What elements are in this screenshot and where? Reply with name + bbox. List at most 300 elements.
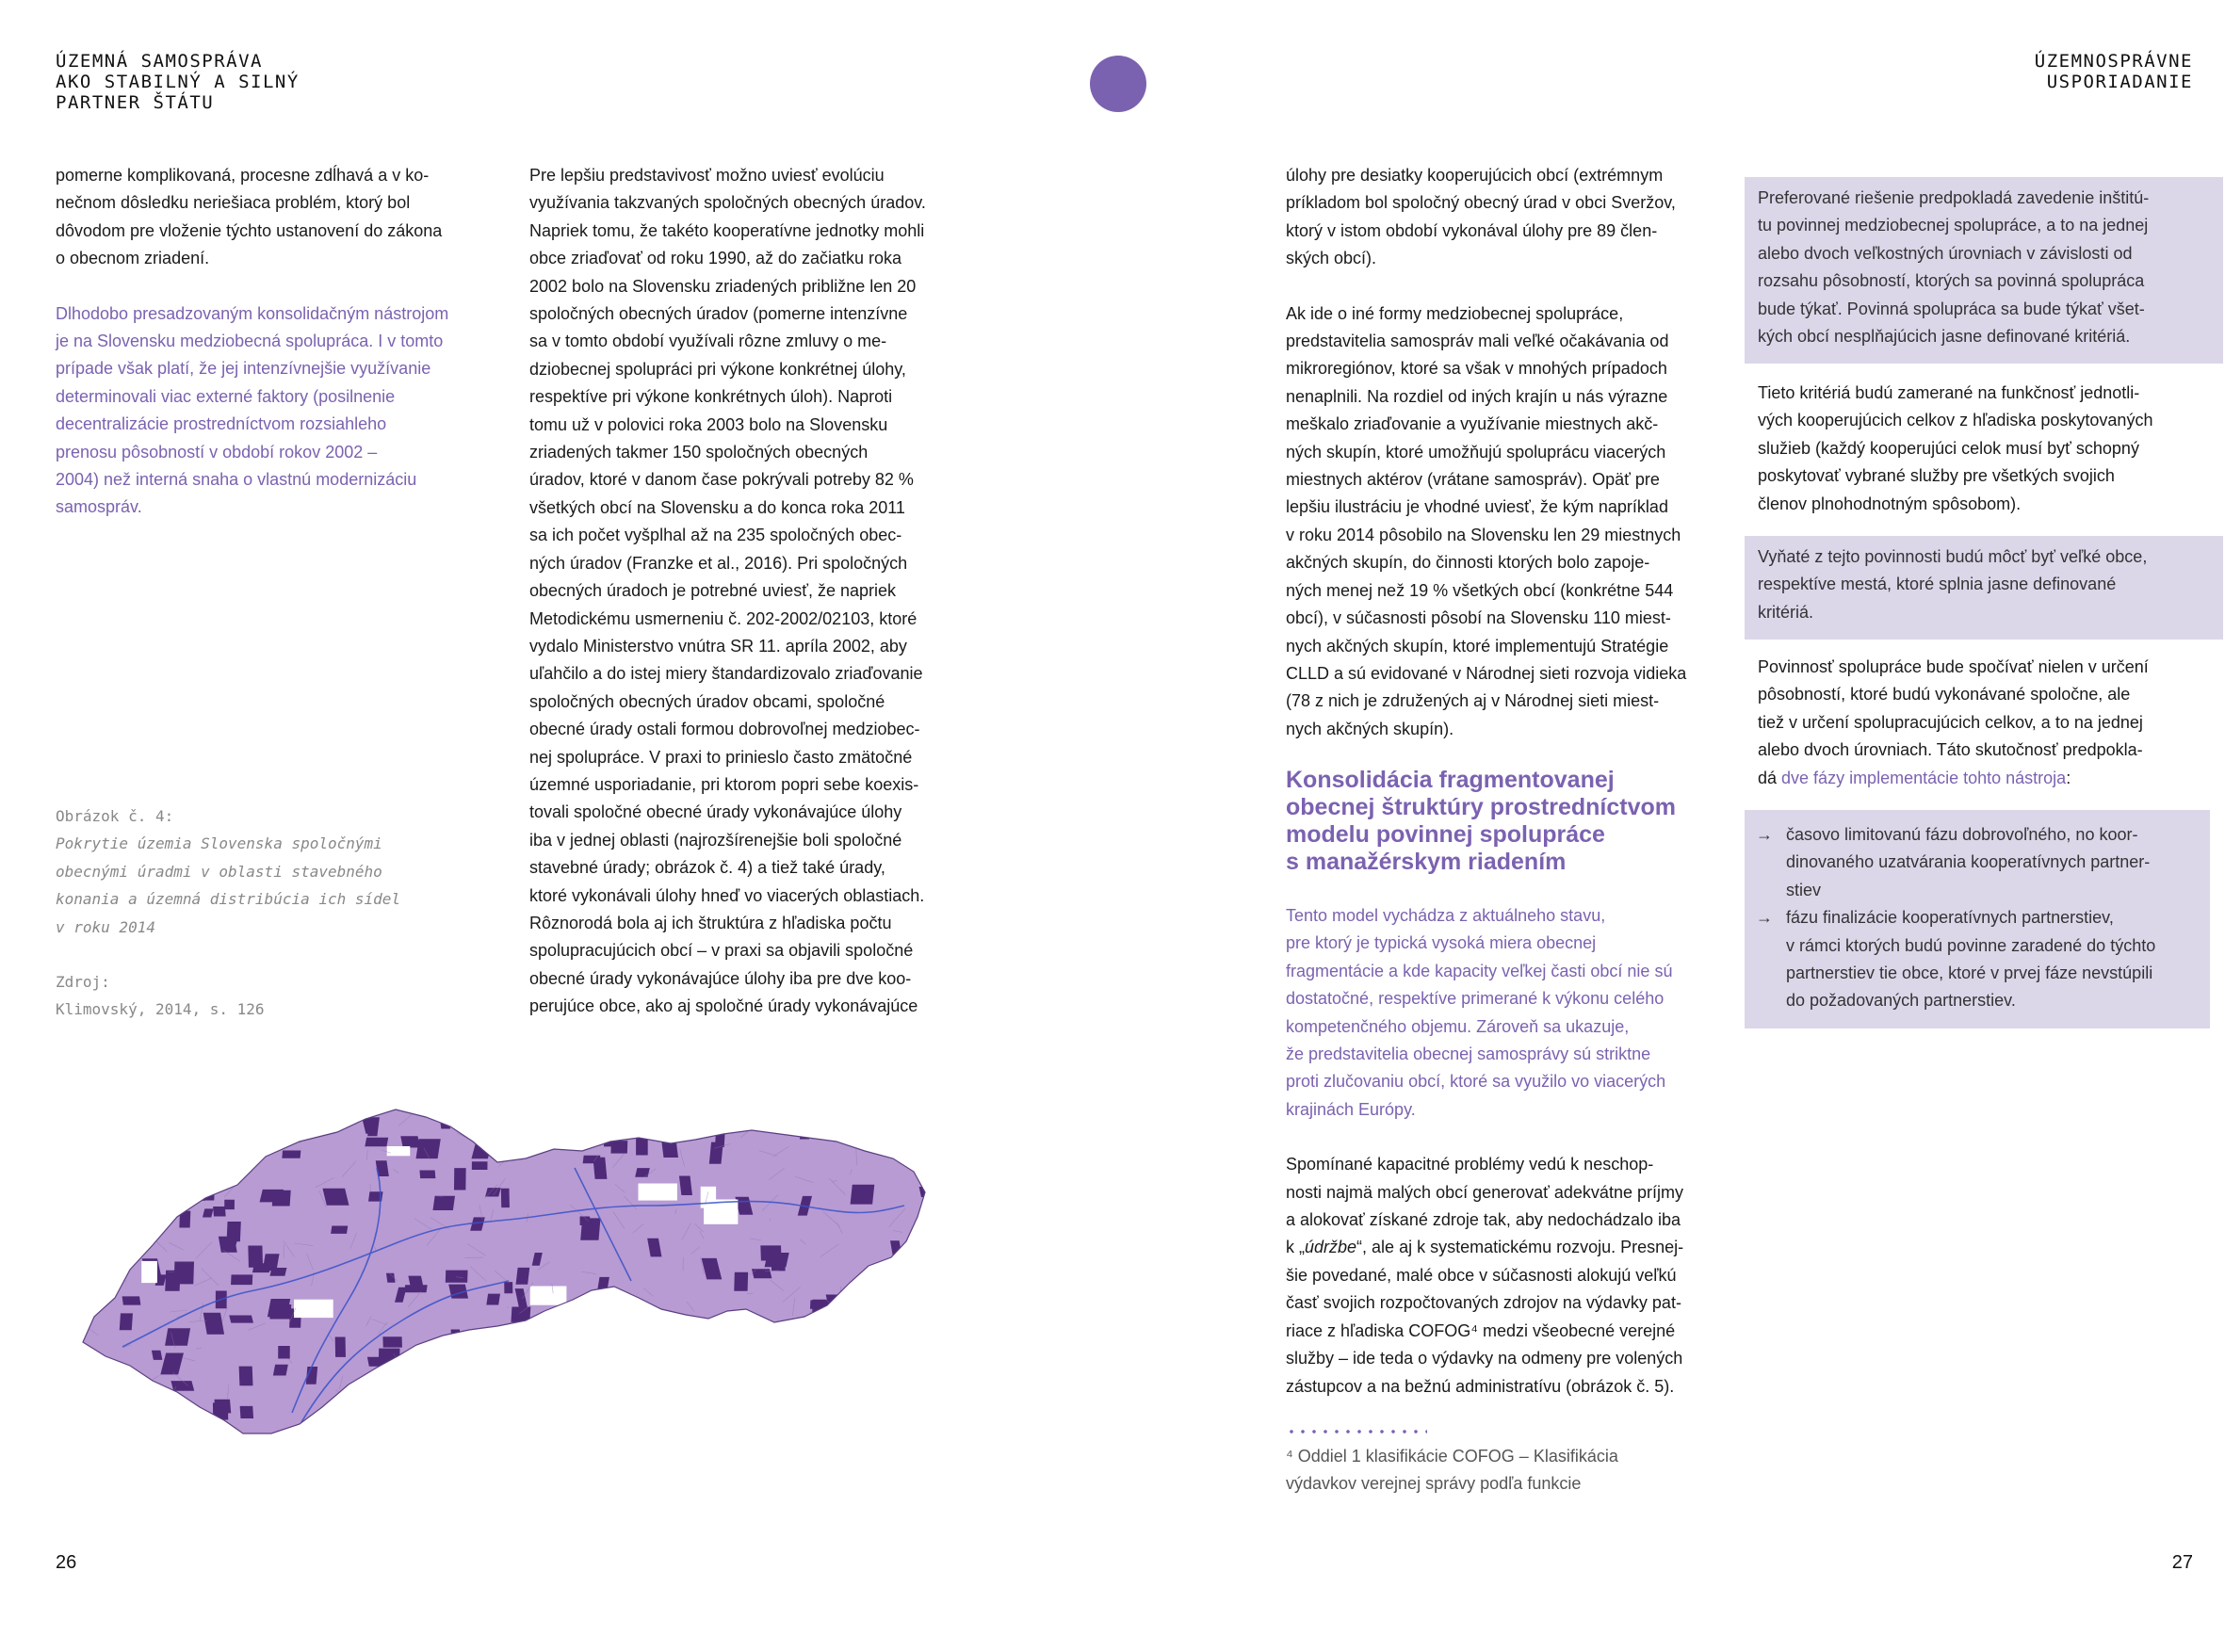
emphasis: údržbe: [1305, 1238, 1357, 1257]
list-item-text: časovo limitovanú fázu dobrovoľného, no koor- dinovaného uzatvárania kooperatívnych partner- stiev: [1786, 825, 2151, 899]
map-dark-patch: [760, 1245, 781, 1260]
map-dark-patch: [635, 1168, 650, 1177]
map-border-line: [784, 1360, 799, 1378]
map-border-line: [739, 1080, 756, 1091]
map-border-line: [298, 1073, 310, 1080]
map-dark-patch: [486, 1294, 500, 1305]
map-dark-patch: [661, 1142, 678, 1158]
map-border-line: [760, 1478, 774, 1483]
map-dark-patch: [719, 1382, 729, 1398]
map-dark-patch: [851, 1185, 875, 1205]
map-border-line: [255, 1064, 257, 1078]
map-dark-patch: [679, 1176, 692, 1196]
map-border-line: [171, 1178, 189, 1184]
map-border-line: [751, 1330, 759, 1345]
map-dark-patch: [617, 1327, 641, 1336]
map-border-line: [332, 1090, 344, 1103]
map-border-line: [99, 1079, 117, 1080]
map-border-line: [270, 1064, 275, 1067]
paragraph: Tieto kritériá budú zamerané na funkčnosť jednotli- vých kooperujúcich celkov z hľadiska poskytovaných služieb (každý kooperujúci celok musí byť schopný poskytovať vybrané služby pre všetkých svojich členov plnohodnotným spôsobom).: [1758, 383, 2153, 513]
column-2: [529, 162, 963, 1021]
map-dark-patch: [231, 1274, 252, 1285]
paragraph: [1758, 654, 2210, 792]
map-dark-patch: [97, 1363, 121, 1374]
map-border-line: [605, 1454, 622, 1462]
map-border-line: [499, 1117, 505, 1126]
map-border-line: [166, 1445, 171, 1450]
map-border-line: [431, 1094, 439, 1097]
map-dark-patch: [108, 1184, 131, 1191]
map-blank-patch: [294, 1300, 333, 1318]
map-border-line: [716, 1461, 717, 1477]
map-dark-patch: [268, 1299, 290, 1317]
map-dark-patch: [454, 1168, 466, 1190]
map-border-line: [694, 1442, 695, 1457]
page-number-right: 27: [2171, 1552, 2193, 1573]
paragraph: úlohy pre desiatky kooperujúcich obcí (extrémnym príkladom bol spoločný obecný úrad v obci Sveržov, ktorý v istom období vykonával úlohy pre 89 člen- ských obcí).: [1286, 166, 1676, 268]
map-border-line: [889, 1387, 893, 1389]
map-border-line: [885, 1312, 902, 1331]
paragraph: Ak ide o iné formy medziobecnej spolupráce, predstavitelia samospráv mali veľké očakávania od mikroregiónov, ktoré sa však v mnohých prípadoch nenaplnili. Na rozdiel od iných krajín u nás výrazne meškalo zriaďovanie a využívanie miestnych akč- ných skupín, ktoré umožňujú spoluprácu viacerých miestnych aktérov (vrátane samospráv). Opäť pre lepšiu ilustráciu je vhodné uviesť, že kým napríklad v roku 2014 pôsobilo na Slovensku len 29 miestnych akčných skupín, do činnosti ktorých bolo zapoje- ných menej než 19 % všetkých obcí (konkrétne 544 obcí), v súčasnosti pôsobí na Slovensku 110 miest- nych akčných skupín, ktoré implementujú Stratégie CLLD a sú evidované v Národnej sieti rozvoja vidieka (78 z nich je združených aj v Národnej sieti miest- nych akčných skupín).: [1286, 303, 1687, 738]
map-blank-patch: [710, 1331, 732, 1358]
map-border-line: [864, 1284, 883, 1295]
map-dark-patch: [152, 1351, 162, 1360]
map-blank-patch: [874, 1296, 910, 1306]
map-border-line: [292, 1449, 295, 1457]
map-dark-patch: [184, 1179, 204, 1201]
map-dark-patch: [359, 1402, 371, 1421]
map-border-line: [193, 1158, 194, 1168]
map-border-line: [179, 1069, 190, 1077]
map-border-line: [107, 1121, 110, 1122]
map-dark-patch: [116, 1184, 131, 1201]
map-dark-patch: [585, 1337, 601, 1346]
map-border-line: [795, 1081, 802, 1082]
map-dark-patch: [177, 1169, 189, 1178]
map-dark-patch: [662, 1404, 685, 1422]
figure-caption: [56, 802, 451, 1024]
map-dark-patch: [159, 1144, 183, 1158]
map-border-line: [768, 1332, 780, 1347]
map-border-line: [515, 1408, 532, 1417]
map-dark-patch: [493, 1356, 515, 1372]
map-dark-patch: [322, 1189, 349, 1206]
map-dark-patch: [918, 1289, 934, 1298]
map-dark-patch: [447, 1407, 458, 1417]
text-run: “, ale aj k systematickému rozvoju. Presnej- šie povedané, malé obce v súčasnosti alokujú veľkú časť svojich rozpočtovaných zdrojov na výdavky pat- riace z hľadiska COFOG⁴ medzi všeobecné verejné služby – ide teda o výdavky na odmeny pre volených zástupcov a na bežnú administratívu (obrázok č. 5).: [1286, 1238, 1684, 1396]
list-item-text: fázu finalizácie kooperatívnych partnerstiev, v rámci ktorých budú povinne zaradené do týchto partnerstiev tie obce, ktoré v prvej fáze nevstúpili do požadovaných partnerstiev.: [1786, 908, 2156, 1011]
map-border-line: [738, 1454, 754, 1466]
list-item: [1745, 904, 2197, 1015]
column-3-lower: [1286, 902, 1700, 1401]
callout-text: Preferované riešenie predpokladá zavedenie inštitú- tu povinnej medziobecnej spolupráce, a to na jednej alebo dvoch veľkostných úrovniach v závislosti od rozsahu pôsobností, ktorých sa povinná spolupráca bude týkať. Povinná spolupráca sa bude týkať všet- kých obcí nesplňajúcich jasne definované kritériá.: [1758, 188, 2150, 347]
map-border-line: [316, 1423, 317, 1434]
map-border-line: [690, 1395, 701, 1413]
map-border-line: [890, 1464, 894, 1475]
map-dark-patch: [219, 1237, 237, 1253]
map-dark-patch: [516, 1268, 530, 1285]
map-dark-patch: [585, 1391, 600, 1405]
map-dark-patch: [88, 1170, 106, 1177]
map-dark-patch: [471, 1404, 496, 1423]
map-border-line: [916, 1267, 928, 1279]
map-blank-patch: [568, 1367, 605, 1393]
map-border-line: [227, 1109, 241, 1110]
map-border-line: [806, 1077, 816, 1084]
map-border-line: [612, 1382, 618, 1385]
map-dark-patch: [229, 1316, 253, 1323]
map-border-line: [885, 1295, 887, 1311]
map-border-line: [195, 1190, 202, 1201]
map-border-line: [391, 1462, 406, 1463]
map-dark-patch: [282, 1151, 300, 1158]
map-dark-patch: [446, 1271, 468, 1283]
map-border-line: [599, 1430, 613, 1433]
section-heading: Konsolidácia fragmentovanej obecnej štruktúry prostredníctvom modelu povinnej spolupráce s manažérskym riadením: [1286, 767, 1676, 875]
map-dark-patch: [382, 1387, 395, 1403]
map-dark-patch: [598, 1302, 623, 1320]
map-border-line: [947, 1179, 951, 1186]
map-blank-patch: [639, 1184, 677, 1201]
map-border-line: [653, 1483, 660, 1484]
map-dark-patch: [771, 1417, 780, 1433]
map-dark-patch: [331, 1226, 348, 1234]
paragraph-block: [1745, 380, 2223, 518]
map-border-line: [491, 1351, 502, 1369]
map-border-line: [138, 1233, 151, 1236]
map-border-line: [574, 1389, 585, 1401]
callout-box: [1745, 177, 2223, 364]
caption-text: Pokrytie územia Slovenska spoločnými obecnými úradmi v oblasti stavebného konania a územná distribúcia ich sídel v roku 2014: [56, 834, 401, 936]
map-border-line: [894, 1064, 910, 1070]
map-border-line: [66, 1405, 68, 1417]
map-dark-patch: [432, 1196, 455, 1210]
map-dark-patch: [398, 1363, 419, 1383]
map-border-line: [296, 1110, 303, 1123]
map-dark-patch: [842, 1370, 853, 1380]
map-dark-patch: [408, 1276, 423, 1287]
map-border-line: [199, 1105, 210, 1115]
map-blank-patch: [847, 1409, 861, 1433]
paragraph: pomerne komplikovaná, procesne zdĺhavá a v ko- nečnom dôsledku neriešiaca problém, ktorý bol dôvodom pre vloženie týchto ustanovení do zákona o obecnom zriadení.: [56, 166, 443, 268]
map-border-line: [925, 1247, 937, 1265]
map-dark-patch: [122, 1296, 141, 1304]
footnote-separator: [1286, 1428, 1427, 1435]
list-item: [1745, 821, 2197, 904]
text-run: Povinnosť spolupráce bude spočívať nielen v určení pôsobností, ktoré budú vykonávané spoločne, ale tiež v určení spolupracujúcich celkov, a to na jednej alebo dvoch úrovniach. Táto skutočnosť predpokla- dá: [1758, 657, 2149, 787]
map-dark-patch: [752, 1269, 771, 1278]
map-dark-patch: [629, 1352, 646, 1370]
map-border-line: [700, 1434, 703, 1437]
map-dark-patch: [853, 1324, 876, 1336]
map-border-line: [176, 1425, 189, 1433]
map-dark-patch: [125, 1230, 146, 1249]
map-border-line: [553, 1131, 570, 1142]
map-blank-patch: [530, 1287, 567, 1305]
map-dark-patch: [721, 1323, 734, 1341]
callout-box-list: [1745, 810, 2210, 1028]
map-dark-patch: [373, 1370, 395, 1386]
map-dark-patch: [239, 1367, 253, 1386]
paragraph: Pre lepšiu predstavivosť možno uviesť evolúciu využívania takzvaných spoločných obecných úradov. Napriek tomu, že takéto kooperatívne jednotky mohli obce zriaďovať od roku 1990, až do začiatku roka 2002 bolo na Slovensku zriadených približne len 20 spoločných obecných úradov (pomerne intenzívne sa v tomto období využívali rôzne zmluvy o me- dziobecnej spolupráci pri výkone konkrétnej úlohy, respektíve pri výkone konkrétnych úloh). Naproti tomu už v polovici roka 2003 bolo na Slovensku zriadených takmer 150 spoločných obecných úradov, ktoré v danom čase pokrývali potreby 82 % všetkých obcí na Slovensku a do konca roka 2011 sa ich počet vyšplhal až na 235 spoločných obec- ných úradov (Franzke et al., 2016). Pri spoločných obecných úradoch je potrebné uviesť, že napriek Metodickému usmerneniu č. 202-2002/02103, ktoré vydalo Ministerstvo vnútra SR 11. apríla 2002, aby uľahčilo a do istej miery štandardizovalo zriaďovanie spoločných obecných úradov obcami, spoločné obecné úrady ostali formou dobrovoľnej medziobec- nej spolupráce. V praxi to prinieslo často zmätočné územné usporiadanie, pri ktorom popri sebe koexis- tovali spoločné obecné úrady vykonávajúce úlohy iba v jednej oblasti (najrozšírenejšie boli spoločné stavebné úrady; obrázok č. 4) a tiež také úrady, ktoré vykonávali úlohy hneď vo viacerých oblastiach. Rôznorodá bola aj ich štruktúra z hľadiska počtu spolupracujúcich obcí – v praxi sa objavili spoločné obecné úrady vykonávajúce úlohy iba pre dve koo- perujúce obce, ako aj spoločné úrady vykonávajúce: [529, 166, 926, 1016]
map-border-line: [302, 1125, 321, 1128]
map-border-line: [436, 1395, 449, 1411]
map-border-line: [165, 1196, 173, 1212]
map-blank-patch: [683, 1395, 709, 1422]
map-border-line: [156, 1438, 161, 1447]
map-dark-patch: [429, 1407, 445, 1418]
map-dark-patch: [208, 1124, 223, 1143]
map-border-line: [578, 1081, 587, 1093]
map-dark-patch: [435, 1344, 447, 1352]
map-border-line: [655, 1110, 673, 1124]
map-border-line: [936, 1131, 951, 1144]
map-dark-patch: [121, 1391, 138, 1402]
map-dark-patch: [560, 1317, 575, 1326]
map-dark-patch: [460, 1394, 471, 1405]
map-dark-patch: [922, 1372, 935, 1385]
map-border-line: [808, 1344, 821, 1362]
map-border-line: [706, 1479, 719, 1484]
map-dark-patch: [805, 1415, 818, 1432]
map-border-line: [254, 1093, 264, 1099]
paragraph-block: [1745, 654, 2223, 792]
map-blank-patch: [110, 1403, 128, 1429]
map-border-line: [108, 1260, 121, 1271]
map-dark-patch: [648, 1389, 662, 1411]
map-dark-patch: [646, 1333, 668, 1352]
map-border-line: [930, 1429, 934, 1440]
map-dark-patch: [147, 1152, 159, 1167]
running-header-right: ÚZEMNOSPRÁVNE USPORIADANIE: [2034, 51, 2193, 92]
map-border-line: [119, 1156, 129, 1157]
map-dark-patch: [583, 1156, 601, 1163]
slovakia-map: [66, 1064, 951, 1488]
map-dark-patch: [846, 1398, 865, 1417]
map-blank-patch: [171, 1126, 187, 1151]
map-dark-patch: [919, 1187, 939, 1197]
map-dark-patch: [213, 1402, 228, 1419]
map-border-line: [898, 1399, 908, 1408]
map-dark-patch: [193, 1120, 207, 1137]
footnote: ⁴ Oddiel 1 klasifikácie COFOG – Klasifikácia výdavkov verejnej správy podľa funkcie: [1286, 1447, 1618, 1494]
map-fill: [66, 1064, 951, 1488]
map-dark-patch: [697, 1326, 709, 1336]
map-dark-patch: [400, 1136, 420, 1147]
map-dark-patch: [365, 1138, 388, 1146]
map-border-line: [118, 1386, 136, 1393]
map-dark-patch: [512, 1326, 524, 1338]
caption-label: Obrázok č. 4:: [56, 807, 174, 825]
map-dark-patch: [382, 1336, 402, 1347]
map-border-line: [145, 1067, 163, 1074]
map-border-line: [571, 1088, 586, 1104]
map-border-line: [845, 1357, 850, 1368]
callout-text: Vyňaté z tejto povinnosti budú môcť byť veľké obce, respektíve mestá, ktoré splnia jasne definované kritériá.: [1758, 547, 2148, 622]
caption-source-label: Zdroj:: [56, 973, 110, 992]
highlighted-text: dve fázy implementácie tohto nástroja: [1781, 768, 2067, 787]
map-border-line: [606, 1104, 609, 1107]
map-border-line: [178, 1077, 180, 1090]
map-border-line: [776, 1076, 783, 1089]
map-dark-patch: [734, 1272, 748, 1291]
map-dark-patch: [721, 1423, 743, 1432]
map-dark-patch: [144, 1217, 156, 1229]
arrow-right-icon: →: [1756, 825, 1773, 844]
map-dark-patch: [848, 1344, 868, 1357]
map-dark-patch: [801, 1340, 820, 1351]
map-border-line: [216, 1077, 230, 1089]
map-dark-patch: [177, 1190, 192, 1206]
map-dark-patch: [273, 1365, 288, 1376]
callout-box: [1745, 536, 2223, 640]
map-dark-patch: [217, 1427, 235, 1439]
map-border-line: [564, 1405, 567, 1415]
map-border-line: [117, 1423, 123, 1441]
highlighted-paragraph: Dlhodobo presadzovaným konsolidačným nástrojom je na Slovensku medziobecná spolupráca. I v tomto prípade však platí, že jej intenzívnejšie využívanie determinovali viac externé faktory (posilnenie decentralizácie prostredníctvom rozsiahleho prenosu pôsobností v období rokov 2002 – 2004) než interná snaha o vlastnú modernizáciu samospráv.: [56, 303, 449, 517]
map-blank-patch: [701, 1187, 716, 1208]
map-border-line: [773, 1452, 782, 1462]
map-border-line: [180, 1191, 186, 1209]
map-dark-patch: [179, 1211, 190, 1228]
map-dark-patch: [826, 1295, 850, 1310]
map-dark-patch: [171, 1381, 194, 1391]
map-border-line: [768, 1463, 777, 1478]
map-border-line: [894, 1470, 913, 1480]
map-border-line: [179, 1149, 183, 1153]
map-dark-patch: [709, 1142, 723, 1164]
map-border-line: [858, 1466, 871, 1484]
map-border-line: [858, 1358, 876, 1359]
map-dark-patch: [501, 1189, 510, 1207]
map-dark-patch: [263, 1254, 280, 1271]
map-border-line: [159, 1081, 171, 1091]
column-1: [56, 162, 489, 522]
map-border-line: [408, 1064, 427, 1073]
map-border-line: [66, 1352, 73, 1363]
map-border-line: [496, 1400, 499, 1401]
map-dark-patch: [827, 1351, 851, 1372]
map-dark-patch: [419, 1171, 435, 1179]
map-border-line: [695, 1465, 697, 1482]
map-border-line: [596, 1130, 598, 1146]
map-border-line: [788, 1092, 807, 1098]
map-dark-patch: [522, 1414, 539, 1428]
map-border-line: [495, 1442, 513, 1444]
map-border-line: [447, 1399, 461, 1410]
map-border-line: [737, 1389, 751, 1394]
map-dark-patch: [155, 1164, 176, 1180]
map-border-line: [791, 1478, 803, 1482]
map-dark-patch: [610, 1141, 627, 1154]
map-dark-patch: [78, 1376, 93, 1399]
map-dark-patch: [213, 1207, 225, 1217]
map-dark-patch: [224, 1200, 235, 1209]
map-border-line: [873, 1064, 876, 1065]
map-border-line: [601, 1321, 605, 1327]
text-run: Spomínané kapacitné problémy vedú k neschop- nosti najmä malých obcí generovať adekvátne príjmy a alokovať získané zdroje tak, aby nedochádzalo iba k „: [1286, 1155, 1683, 1257]
map-blank-patch: [141, 1261, 157, 1283]
map-border-line: [118, 1424, 136, 1437]
map-dark-patch: [103, 1408, 117, 1421]
map-border-line: [545, 1393, 560, 1406]
map-border-line: [918, 1076, 934, 1082]
map-dark-patch: [927, 1316, 949, 1327]
map-dark-patch: [504, 1282, 512, 1293]
map-dark-patch: [472, 1161, 488, 1170]
map-border-line: [185, 1190, 192, 1191]
map-dark-patch: [798, 1422, 810, 1431]
map-dark-patch: [717, 1357, 740, 1378]
map-border-line: [182, 1115, 191, 1129]
map-dark-patch: [272, 1190, 291, 1207]
map-dark-patch: [335, 1337, 346, 1357]
map-dark-patch: [430, 1377, 440, 1389]
text-run: :: [2066, 768, 2071, 787]
map-dark-patch: [407, 1409, 423, 1428]
map-border-line: [771, 1385, 781, 1391]
map-border-line: [617, 1351, 623, 1368]
bullet-list: [1745, 821, 2197, 1015]
map-border-line: [943, 1129, 950, 1140]
map-border-line: [938, 1256, 951, 1263]
map-border-line: [162, 1151, 172, 1158]
arrow-right-icon: →: [1756, 908, 1773, 928]
map-border-line: [147, 1120, 161, 1131]
map-border-line: [84, 1221, 103, 1231]
column-3: [1286, 162, 1700, 743]
map-border-line: [891, 1117, 899, 1128]
running-header-left: ÚZEMNÁ SAMOSPRÁVA AKO STABILNÝ A SILNÝ PARTNER ŠTÁTU: [56, 51, 300, 113]
map-border-line: [98, 1470, 109, 1473]
map-dark-patch: [120, 1313, 133, 1330]
map-border-line: [864, 1465, 874, 1476]
map-dark-patch: [605, 1356, 627, 1370]
map-border-line: [81, 1190, 100, 1197]
map-border-line: [336, 1389, 350, 1403]
map-border-line: [430, 1074, 449, 1093]
map-border-line: [83, 1358, 92, 1373]
map-border-line: [479, 1393, 497, 1398]
paragraph: [1286, 1151, 1700, 1401]
map-border-line: [906, 1165, 911, 1166]
map-border-line: [923, 1159, 929, 1170]
highlighted-paragraph: Tento model vychádza z aktuálneho stavu, pre ktorý je typická vysoká miera obecnej fragmentácie a kde kapacity veľkej časti obcí nie sú dostatočné, respektíve primerané k výkonu celého kompetenčného objemu. Zároveň sa ukazuje, že predstavitelia obecnej samosprávy sú striktne proti zlučovaniu obcí, ktoré sa využilo vo viacerých krajinách Európy.: [1286, 906, 1673, 1119]
caption-source: Klimovský, 2014, s. 126: [56, 1000, 265, 1019]
map-dark-patch: [278, 1346, 290, 1359]
map-border-line: [292, 1064, 304, 1065]
map-blank-patch: [387, 1146, 411, 1156]
purple-circle-icon: [1090, 56, 1146, 112]
map-dark-patch: [174, 1262, 194, 1285]
map-border-line: [699, 1071, 710, 1079]
map-dark-patch: [747, 1119, 756, 1126]
map-border-line: [228, 1073, 242, 1087]
map-dark-patch: [240, 1406, 253, 1418]
map-border-line: [764, 1441, 771, 1460]
map-dark-patch: [534, 1420, 545, 1439]
map-border-line: [187, 1131, 198, 1140]
map-dark-patch: [165, 1328, 190, 1346]
map-border-line: [84, 1427, 99, 1436]
map-dark-patch: [544, 1336, 566, 1351]
map-border-line: [105, 1187, 114, 1192]
map-dark-patch: [404, 1285, 428, 1292]
map-dark-patch: [690, 1333, 714, 1352]
map-border-line: [588, 1389, 595, 1401]
map-border-line: [106, 1092, 123, 1093]
page-number-left: 26: [56, 1552, 77, 1573]
